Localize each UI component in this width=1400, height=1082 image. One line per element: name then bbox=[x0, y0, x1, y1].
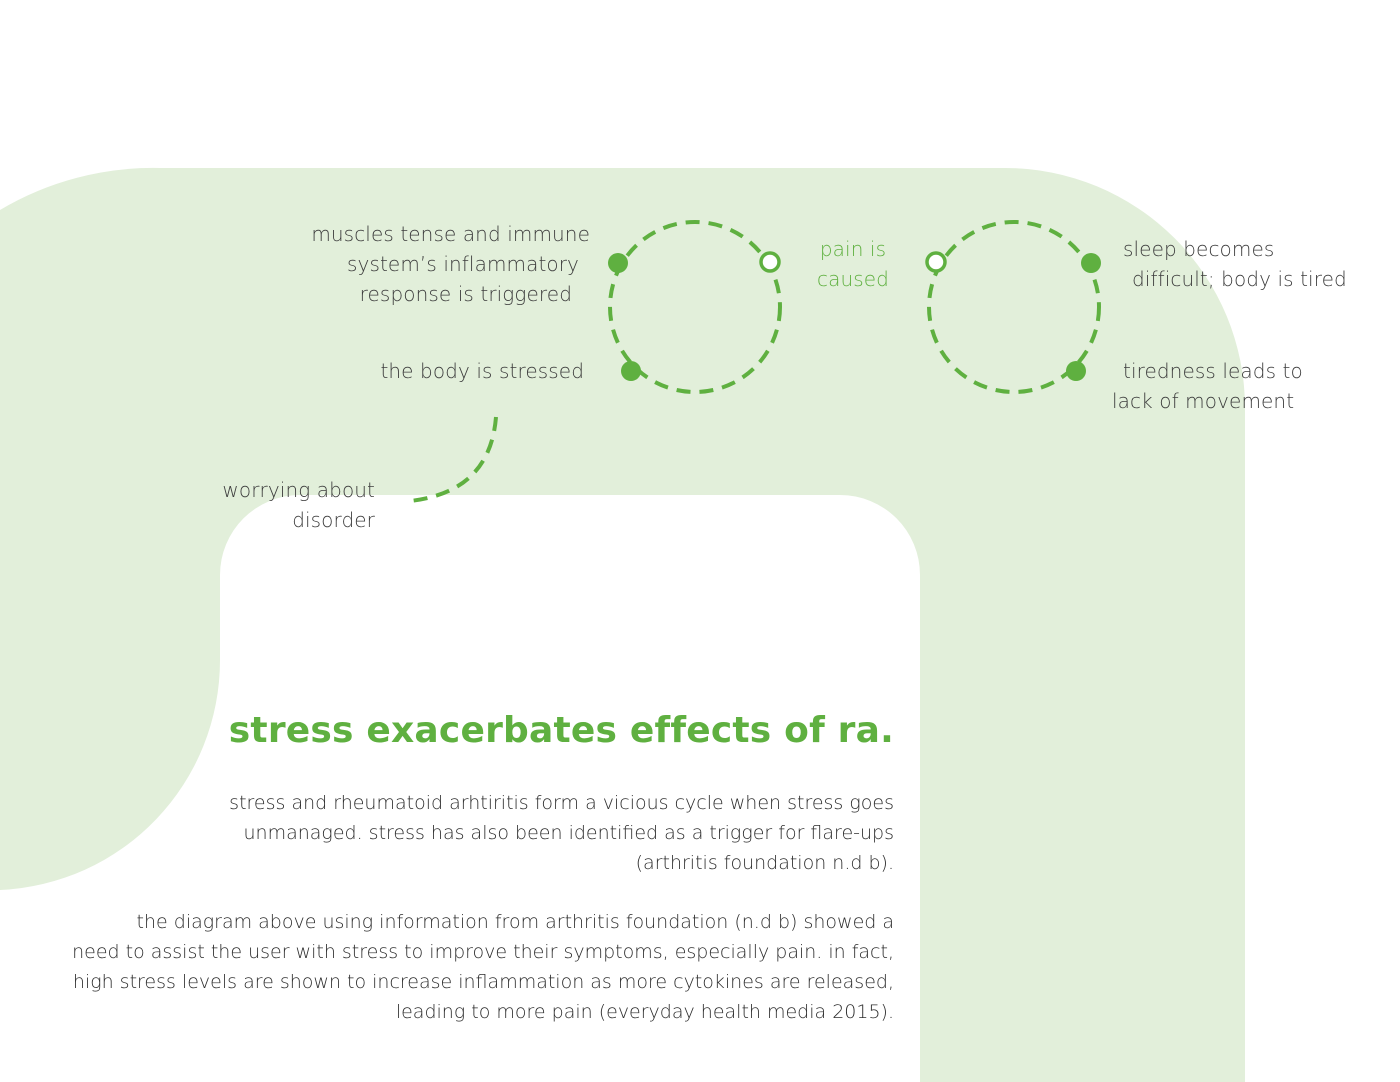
pain-out-node-icon bbox=[927, 253, 945, 271]
sleep-difficult-label: sleep becomes difficult; body is tired bbox=[1123, 237, 1347, 291]
paragraph-1: stress and rheumatoid arhtiritis form a vicious cycle when stress goes unmanaged. stress has also been identified as a trigger for flare-ups (arthritis foundation n.d b). bbox=[229, 792, 894, 874]
muscles-node-icon bbox=[608, 253, 628, 273]
pain-in-node-icon bbox=[761, 253, 779, 271]
stressed-node-icon bbox=[621, 361, 641, 381]
tiredness-label: tiredness leads to lack of movement bbox=[1112, 359, 1303, 413]
worrying-label: worrying about disorder bbox=[222, 478, 375, 532]
paragraph-2: the diagram above using information from arthritis foundation (n.d b) showed a need to assist the user with stress to improve their symptoms, especially pain. in fact, high stress levels are shown to increase inflammation as more cytokines are released, leading to more pain (everyday health media 2015). bbox=[72, 911, 894, 1023]
sleep-node-icon bbox=[1081, 253, 1101, 273]
muscles-tense-label: muscles tense and immune system’s inflammatory response is triggered bbox=[311, 222, 590, 306]
pain-caused-label: pain is caused bbox=[817, 237, 889, 291]
section-heading: stress exacerbates effects of ra. bbox=[228, 710, 894, 751]
body-stressed-label: the body is stressed bbox=[380, 359, 584, 383]
tiredness-node-icon bbox=[1066, 361, 1086, 381]
